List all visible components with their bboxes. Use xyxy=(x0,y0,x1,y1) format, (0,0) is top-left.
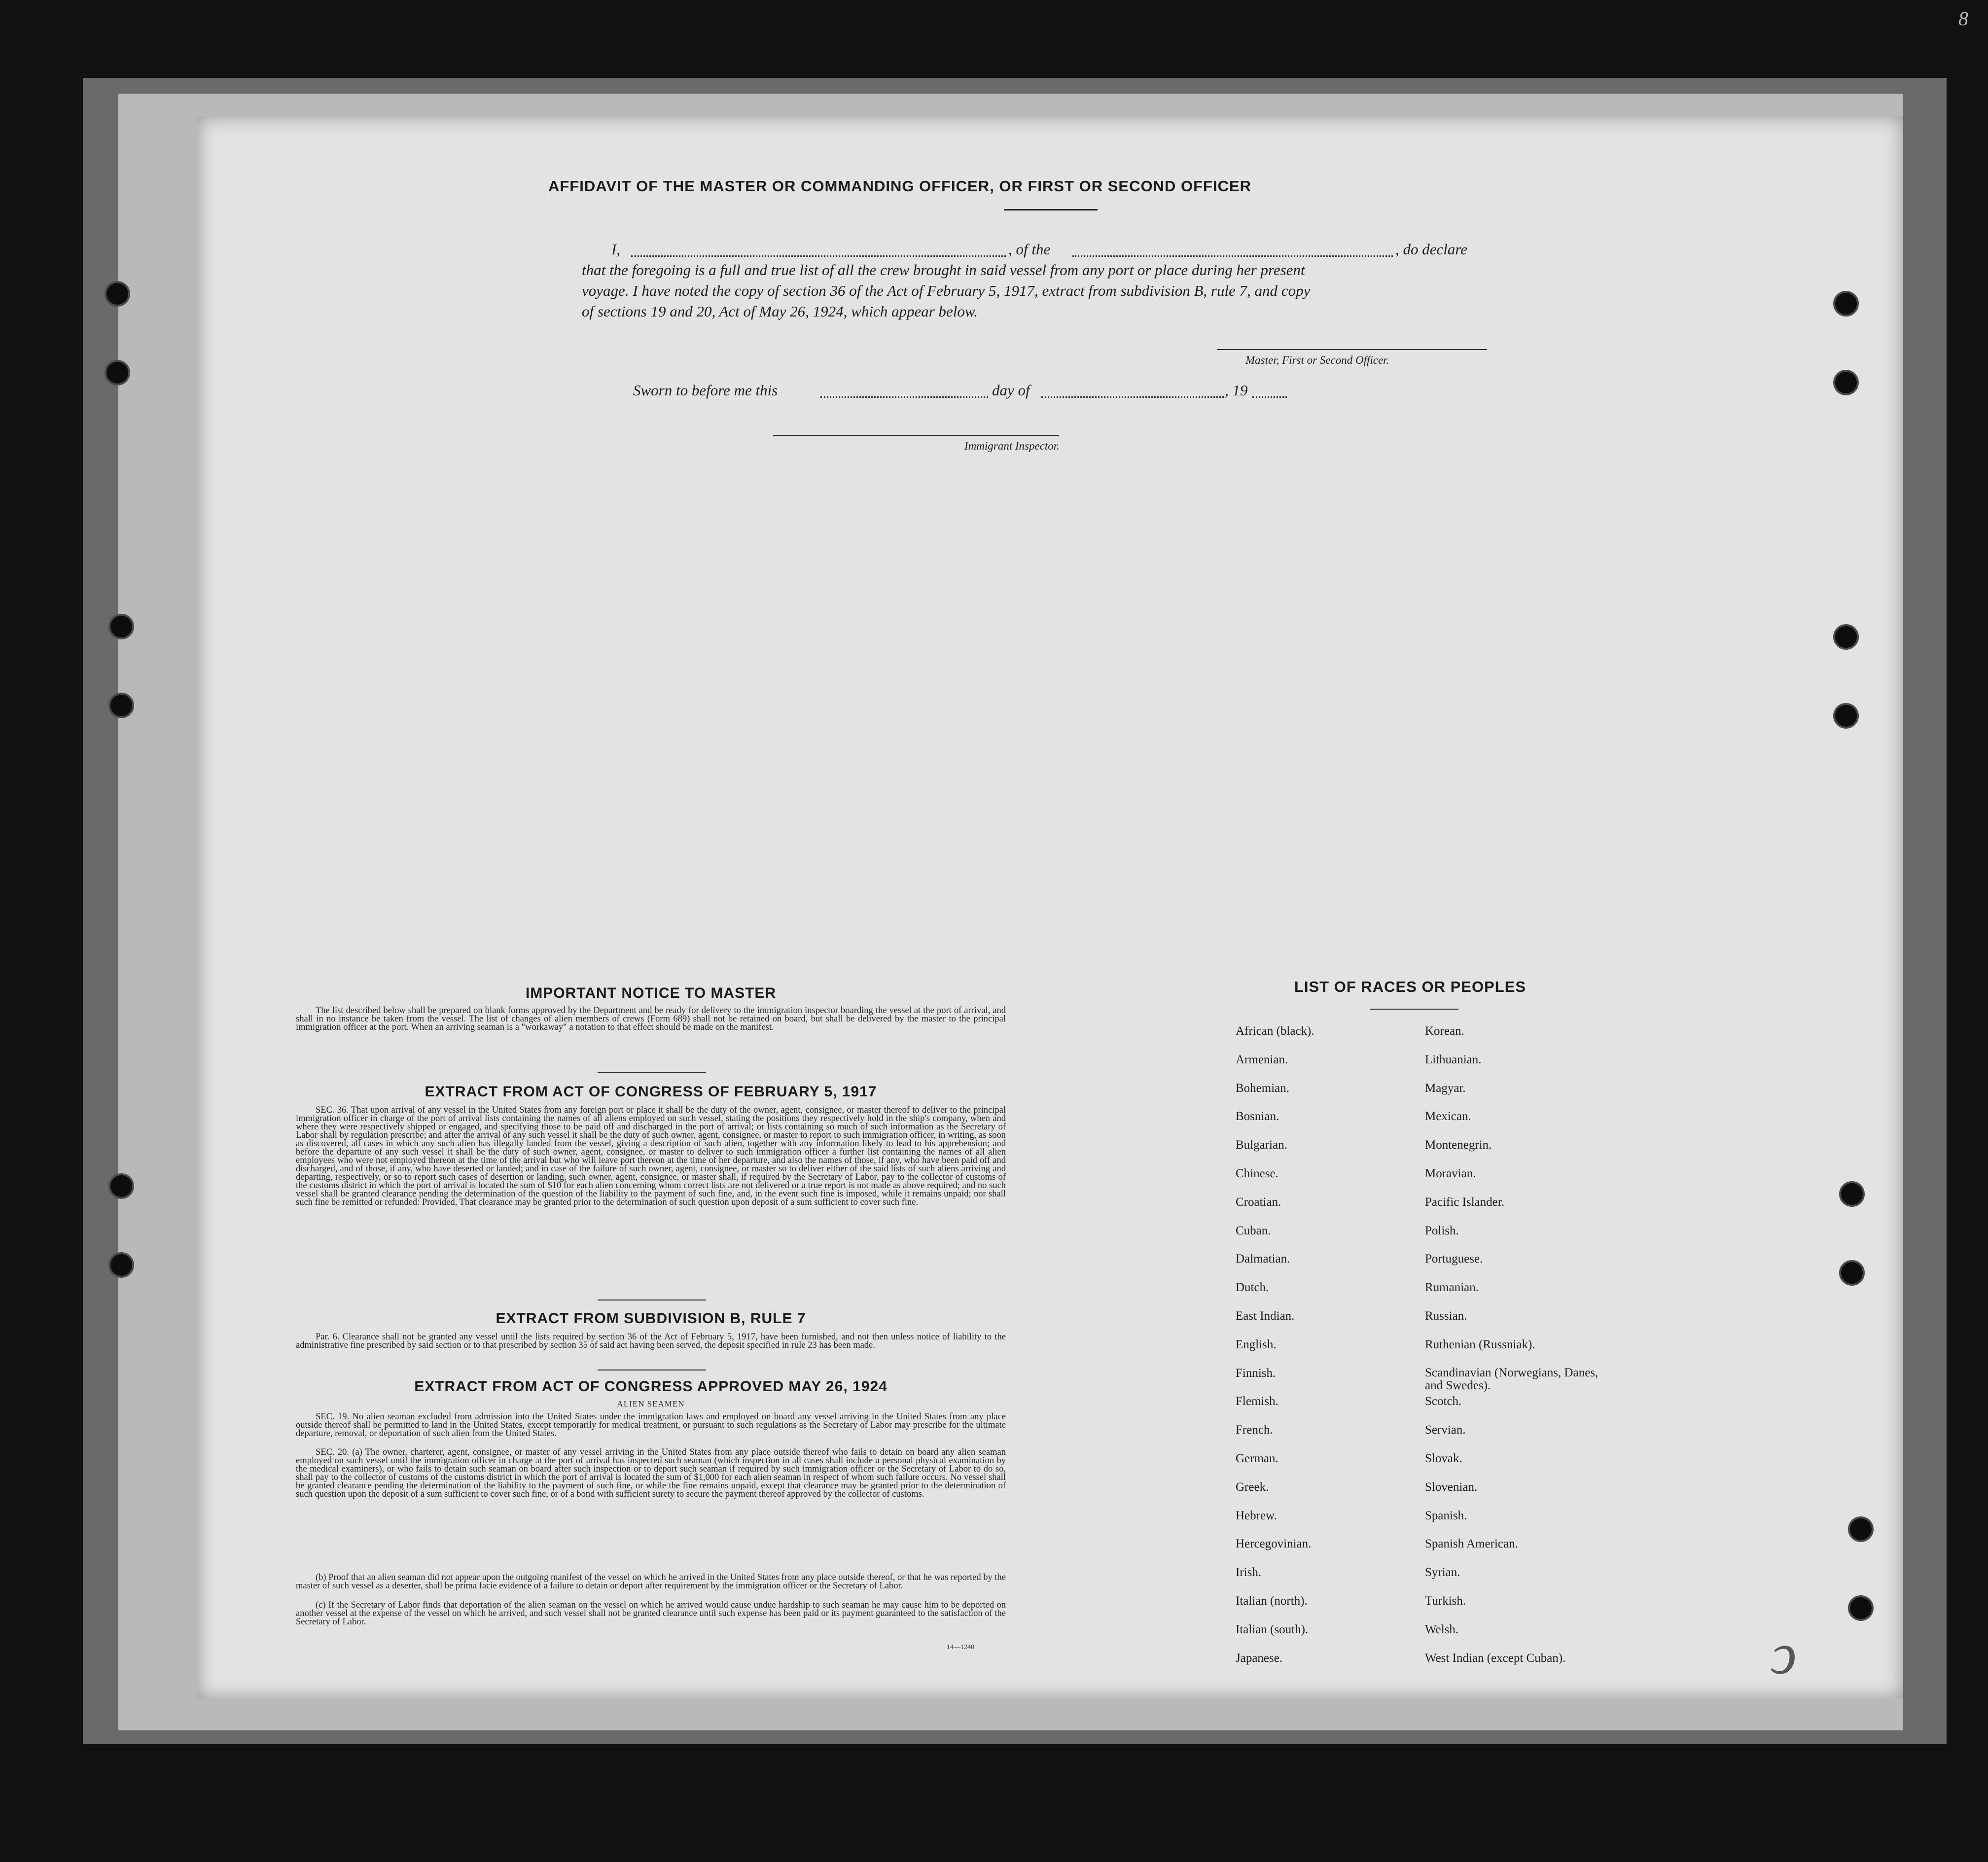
binder-hole-icon xyxy=(108,614,134,639)
race-item-left: English. xyxy=(1236,1337,1277,1351)
binder-hole-icon xyxy=(1848,1516,1874,1542)
corner-page-mark: 8 xyxy=(1958,7,1968,30)
binder-hole-icon xyxy=(108,693,134,718)
race-item-right: Turkish. xyxy=(1425,1594,1466,1608)
race-item-left: Bosnian. xyxy=(1236,1110,1279,1124)
section-20b-text: (b) Proof that an alien seaman did not appear upon the outgoing manifest of the vessel on which he arrived in the United States from any place outside thereof, or that he was reported by the master of such vessel as a deserter, shall be prima facie evidence of a failure to detain or deport after requirement by the immigration officer or the Secretary of Labor. xyxy=(296,1573,1006,1591)
race-item-right: Servian. xyxy=(1425,1423,1466,1437)
binder-hole-icon xyxy=(1839,1181,1865,1207)
race-item-left: African (black). xyxy=(1236,1024,1314,1038)
race-item-right: Ruthenian (Russniak). xyxy=(1425,1337,1535,1351)
race-item-right: Syrian. xyxy=(1425,1566,1460,1580)
inspector-signature-caption: Immigrant Inspector. xyxy=(964,440,1060,452)
binder-hole-icon xyxy=(1848,1595,1874,1621)
sworn-start: Sworn to before me this xyxy=(633,382,778,399)
form-number: 14—1240 xyxy=(947,1644,974,1651)
race-item-left: Hebrew. xyxy=(1236,1509,1277,1522)
extract-1924-heading: EXTRACT FROM ACT OF CONGRESS APPROVED MAY 26, 1924 xyxy=(414,1378,888,1395)
affidavit-heading: AFFIDAVIT OF THE MASTER OR COMMANDING OFFICER, OR FIRST OR SECOND OFFICER xyxy=(548,177,1252,195)
race-item-right: Polish. xyxy=(1425,1224,1459,1237)
manifest-page xyxy=(197,116,1903,1699)
affidavit-line-2: that the foregoing is a full and true list of all the crew brought in said vessel from any port or place during her present xyxy=(582,261,1305,279)
sworn-day-blank xyxy=(820,396,988,398)
master-signature-line xyxy=(1217,349,1487,350)
race-item-left: Dalmatian. xyxy=(1236,1252,1290,1266)
section-20a-text: SEC. 20. (a) The owner, charterer, agent, consignee, or master of any vessel arriving in the United States from any place outside thereof who fails to detain on board any alien seaman employed on such vessel until the immigration officer in charge at the port of arrival has inspected such seaman (which inspection in all cases shall include a personal physical examination by the medical examiners), or who fails to detain such seaman on board after such inspection or to deport such seaman if required by such immigration officer or the Secretary of Labor to do so, shall pay to the collector of customs of the customs district in which the port of arrival is located the sum of $1,000 for each alien seaman in respect of whom such failure occurs. No vessel shall be granted clearance pending the determination of the liability to the payment of such fine, or while the fine remains unpaid, except that clearance may be granted prior to the determination of such question upon the deposit of a sum sufficient to cover such fine, or of a bond with sufficient surety to secure the payment thereof approved by the collector of customs. xyxy=(296,1447,1006,1499)
race-item-right: Magyar. xyxy=(1425,1081,1466,1095)
race-item-right: Lithuanian. xyxy=(1425,1053,1482,1066)
race-item-right: Moravian. xyxy=(1425,1167,1476,1180)
notice-heading: IMPORTANT NOTICE TO MASTER xyxy=(525,985,777,1001)
race-item-right: Russian. xyxy=(1425,1309,1467,1323)
race-item-right: Slovenian. xyxy=(1425,1480,1478,1494)
extract-rule7-text: Par. 6. Clearance shall not be granted any vessel until the lists required by section 36 of the Act of February 5, 1917, have been furnished, and not then unless notice of liability to the administrative fine prescribed by said section or to that prescribed by section 35 of said act having been served, the deposit specified in rule 23 has been made. xyxy=(296,1332,1006,1350)
race-item-right: Korean. xyxy=(1425,1024,1464,1038)
race-item-left: Bohemian. xyxy=(1236,1081,1290,1095)
race-item-left: Chinese. xyxy=(1236,1167,1278,1180)
section-19-text: SEC. 19. No alien seaman excluded from admission into the United States under the immigration laws and employed on board any vessel arriving in the United States from any place outside thereof shall be permitted to land in the United States, except temporarily for medical treatment, or pursuant to such regulations as the Secretary of Labor may prescribe for the ultimate departure, removal, or deportation of such alien from the United States. xyxy=(296,1412,1006,1439)
race-item-left: Greek. xyxy=(1236,1480,1269,1494)
races-heading-rule xyxy=(1370,1009,1458,1010)
race-item-left: Italian (north). xyxy=(1236,1594,1308,1608)
affidavit-line-4: of sections 19 and 20, Act of May 26, 1924, which appear below. xyxy=(582,303,978,320)
race-item-left: Japanese. xyxy=(1236,1651,1283,1665)
race-item-right: Pacific Islander. xyxy=(1425,1195,1505,1209)
race-item-right: Welsh. xyxy=(1425,1622,1459,1636)
binder-hole-icon xyxy=(1833,703,1859,729)
race-item-left: French. xyxy=(1236,1423,1273,1437)
race-item-left: Croatian. xyxy=(1236,1195,1281,1209)
race-item-right: Slovak. xyxy=(1425,1452,1462,1465)
race-item-right: Montenegrin. xyxy=(1425,1138,1492,1152)
master-signature-caption: Master, First or Second Officer. xyxy=(1245,354,1389,366)
race-item-right: Scotch. xyxy=(1425,1395,1462,1408)
race-item-left: Bulgarian. xyxy=(1236,1138,1287,1152)
notice-rule xyxy=(598,1072,706,1073)
race-item-right: West Indian (except Cuban). xyxy=(1425,1651,1566,1665)
race-item-left: Italian (south). xyxy=(1236,1622,1309,1636)
extract-1917-text: SEC. 36. That upon arrival of any vessel in the United States from any foreign port or place it shall be the duty of the owner, agent, consignee, or master thereof to deliver to the principal immigration officer in charge of the port of arrival lists containing the names of all aliens employed on such vessel, stating the positions they respectively hold in the ship's company, when and where they were respectively shipped or engaged, and specifying those to be paid off and discharged in the port of arrival; or lists containing so much of such information as the Secretary of Labor shall by regulation prescribe; and after the arrival of any such vessel it shall be the duty of such owner, agent, consignee, or master to report to such immigration officer, in writing, as soon as discovered, all cases in which any such alien has illegally landed from the vessel, giving a description of such alien, together with any information likely to lead to his apprehension; and before the departure of any such vessel it shall be the duty of such owner, agent, consignee, or master to deliver to such immigration officer a further list containing the names of all alien employees who were not employed thereon at the time of the arrival but who will leave port thereon at the time of her departure, and also the names of those, if any, who have been paid off and discharged, and of those, if any, who have deserted or landed; and in case of the failure of such owner, agent, consignee, or master so to deliver either of the said lists of such aliens arriving and departing, respectively, or so to report such cases of desertion or landing, such owner, agent, consignee, or master shall, if required by the Secretary of Labor, pay to the collector of customs of the customs district in which the port of arrival is located the sum of $10 for each alien concerning whom correct lists are not delivered or a true report is not made as above required; and no such vessel shall be granted clearance pending the determination of the question of the liability to the payment of such fine, and, in the event such fine is imposed, while it remains unpaid; nor shall such fine be remitted or refunded: Provided, That clearance may be granted prior to the determination of such question upon deposit of a sum sufficient to cover such fine. xyxy=(296,1105,1006,1207)
affidavit-line-1-mid: , of the xyxy=(1008,241,1051,258)
race-item-right: Portuguese. xyxy=(1425,1252,1483,1266)
race-item-left: Irish. xyxy=(1236,1566,1262,1580)
inspector-signature-line xyxy=(773,435,1059,436)
race-item-left: Finnish. xyxy=(1236,1366,1276,1380)
pencil-mark: ↄ xyxy=(1770,1621,1797,1686)
race-item-right: Rumanian. xyxy=(1425,1281,1479,1295)
race-item-right: Spanish American. xyxy=(1425,1537,1518,1551)
notice-text: The list described below shall be prepared on blank forms approved by the Department and be ready for delivery to the immigration inspector boarding the vessel at the port of arrival, and shall in no instance be taken from the vessel. The list of changes of alien members of crews (Form 689) shall not be retained on board, but shall be delivered by the master to the principal immigration officer at the port. When an arriving seaman is a "workaway" a notation to that effect should be made on the manifest. xyxy=(296,1006,1006,1032)
race-item-left: Hercegovinian. xyxy=(1236,1537,1312,1551)
binder-hole-icon xyxy=(108,1252,134,1278)
binder-hole-icon xyxy=(105,360,130,386)
sworn-mid: day of xyxy=(992,382,1030,399)
binder-hole-icon xyxy=(105,281,130,307)
binder-hole-icon xyxy=(108,1173,134,1199)
affidavit-line-1-end: , do declare xyxy=(1395,241,1468,258)
binder-hole-icon xyxy=(1833,624,1859,650)
race-item-left: East Indian. xyxy=(1236,1309,1295,1323)
race-item-left: Armenian. xyxy=(1236,1053,1288,1066)
extract-1917-heading: EXTRACT FROM ACT OF CONGRESS OF FEBRUARY 5, 1917 xyxy=(425,1084,877,1100)
affidavit-line-3: voyage. I have noted the copy of section 36 of the Act of February 5, 1917, extract from subdivision B, rule 7, and copy xyxy=(582,282,1311,299)
name-blank xyxy=(631,255,1006,257)
binder-hole-icon xyxy=(1833,291,1859,316)
race-item-right: Scandinavian (Norwegians, Danes, and Swedes). xyxy=(1425,1366,1598,1392)
sworn-end: , 19 xyxy=(1225,382,1248,399)
race-item-left: Cuban. xyxy=(1236,1224,1271,1237)
section-20c-text: (c) If the Secretary of Labor finds that deportation of the alien seaman on the vessel on which he arrived would cause undue hardship to such seaman he may cause him to be deported on another vessel at the expense of the vessel on which he arrived, and such vessel shall not be granted clearance until such expense has been paid or its payment guaranteed to the satisfaction of the Secretary of Labor. xyxy=(296,1600,1006,1627)
race-item-left: Flemish. xyxy=(1236,1395,1278,1408)
sworn-year-blank xyxy=(1252,396,1287,398)
affidavit-line-1-start: I, xyxy=(611,241,621,258)
race-item-right: Spanish. xyxy=(1425,1509,1467,1522)
binder-hole-icon xyxy=(1839,1260,1865,1286)
sworn-month-blank xyxy=(1041,396,1224,398)
binder-hole-icon xyxy=(1833,370,1859,395)
extract-rule7-heading: EXTRACT FROM SUBDIVISION B, RULE 7 xyxy=(496,1310,806,1327)
races-heading: LIST OF RACES OR PEOPLES xyxy=(1294,978,1526,995)
vessel-blank xyxy=(1072,255,1393,257)
alien-seamen-subheading: ALIEN SEAMEN xyxy=(617,1399,685,1408)
race-item-left: German. xyxy=(1236,1452,1278,1465)
race-item-left: Dutch. xyxy=(1236,1281,1269,1295)
race-item-right: Mexican. xyxy=(1425,1110,1471,1124)
affidavit-heading-rule xyxy=(1004,209,1098,211)
